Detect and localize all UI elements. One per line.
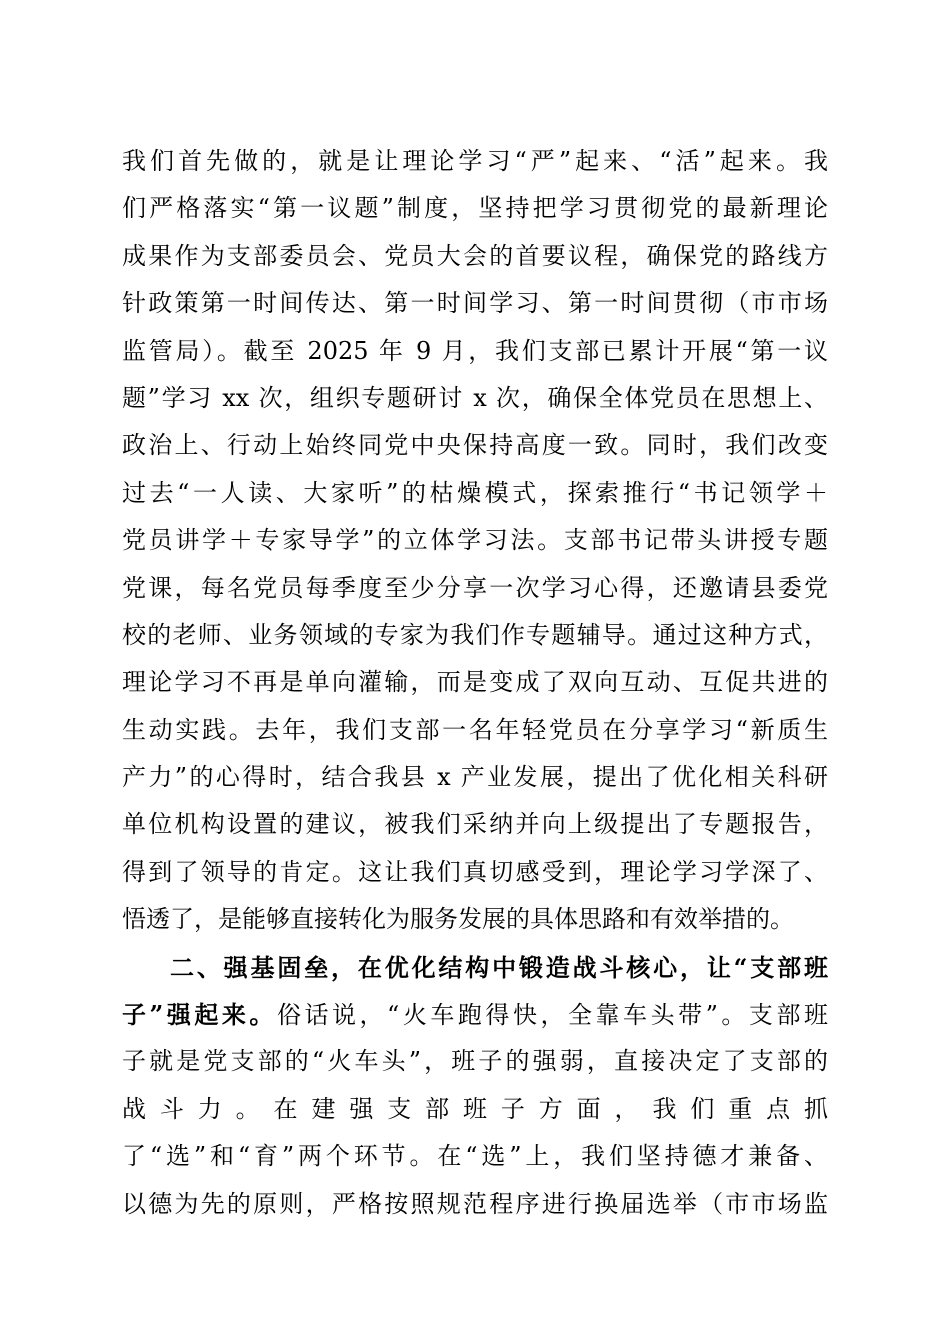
paragraph-line: 党课，每名党员每季度至少分享一次学习心得，还邀请县委党 (122, 573, 828, 602)
paragraph-line: 针政策第一时间传达、第一时间学习、第一时间贯彻（市市场 (122, 289, 828, 318)
section-heading-end: 子”强起来。 (122, 1000, 277, 1030)
section-heading: 二、强基固垒，在优化结构中锻造战斗核心，让“支部班 (170, 952, 828, 982)
section-line-mixed (122, 991, 828, 1038)
paragraph-line: 子就是党支部的“火车头”，班子的强弱，直接决定了支部的 (122, 1047, 828, 1076)
paragraph-line: 监管局）。截至 2025 年 9 月，我们支部已累计开展“第一议 (122, 336, 828, 365)
paragraph-line: 战斗力。在建强支部班子方面，我们重点抓 (122, 1094, 828, 1123)
document-body (122, 138, 828, 1228)
paragraph-line: 们严格落实“第一议题”制度，坚持把学习贯彻党的最新理论 (122, 194, 828, 223)
paragraph-line: 理论学习不再是单向灌输，而是变成了双向互动、互促共进的 (122, 668, 828, 697)
paragraph-line: 单位机构设置的建议，被我们采纳并向上级提出了专题报告， (122, 810, 828, 839)
paragraph-line: 成果作为支部委员会、党员大会的首要议程，确保党的路线方 (122, 241, 828, 270)
paragraph-line: 政治上、行动上始终同党中央保持高度一致。同时，我们改变 (122, 431, 828, 460)
paragraph-line: 得到了领导的肯定。这让我们真切感受到，理论学习学深了、 (122, 857, 828, 886)
paragraph-line: 过去“一人读、大家听”的枯燥模式，探索推行“书记领学＋ (122, 478, 828, 507)
paragraph-line: 生动实践。去年，我们支部一名年轻党员在分享学习“新质生 (122, 715, 828, 744)
paragraph-line: 悟透了，是能够直接转化为服务发展的具体思路和有效举措的。 (122, 905, 794, 934)
paragraph-line: 以德为先的原则，严格按照规范程序进行换届选举（市市场监 (122, 1189, 828, 1218)
paragraph-line: 了“选”和“育”两个环节。在“选”上，我们坚持德才兼备、 (122, 1142, 828, 1171)
paragraph-line: 校的老师、业务领域的专家为我们作专题辅导。通过这种方式， (122, 620, 828, 649)
section-body-text: 俗话说，“火车跑得快，全靠车头带”。支部班 (276, 1001, 828, 1030)
paragraph-line: 党员讲学＋专家导学”的立体学习法。支部书记带头讲授专题 (122, 526, 828, 555)
paragraph-line: 我们首先做的，就是让理论学习“严”起来、“活”起来。我 (122, 147, 828, 175)
paragraph-line: 题”学习 xx 次，组织专题研讨 x 次，确保全体党员在思想上、 (122, 383, 828, 412)
paragraph-line: 产力”的心得时，结合我县 x 产业发展，提出了优化相关科研 (122, 763, 828, 792)
